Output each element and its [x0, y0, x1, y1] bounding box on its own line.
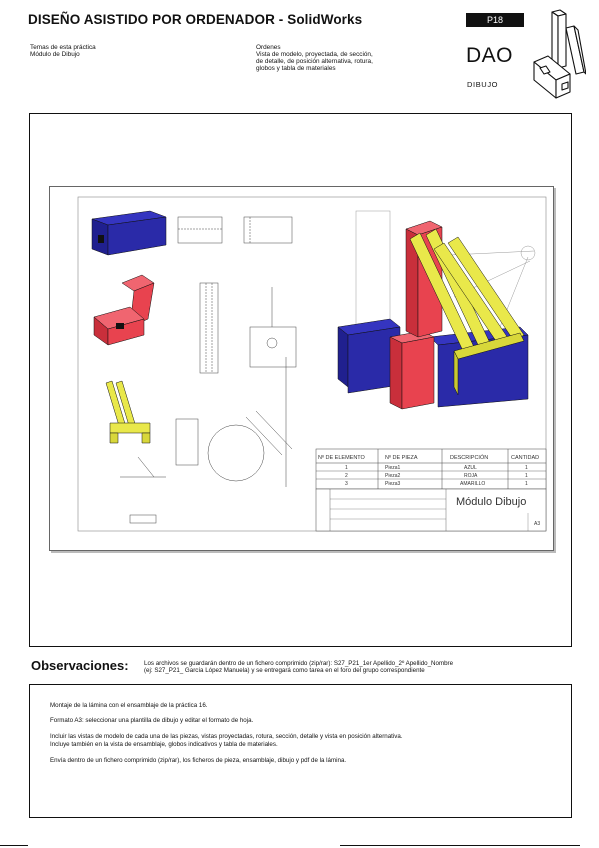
instruction-3: Incluir las vistas de modelo de cada una de las piezas, vistas proyectadas, rotura, sección, detalle y vista en posición alternativa. — [50, 733, 403, 740]
observaciones-line-2: (ej: S27_P21_ García López Manuela) y se entregará como tarea en el foro del grupo correspondiente — [144, 667, 425, 675]
drawing-sheet-svg — [50, 187, 553, 550]
bom-cell: AMARILLO — [460, 481, 486, 487]
bom-header-part: Nº DE PIEZA — [385, 455, 418, 461]
observaciones-line-1: Los archivos se guardarán dentro de un fichero comprimido (zip/rar): S27_P21_1er Apellido_2º Apellido_Nombre — [144, 660, 454, 667]
bom-cell: AZUL — [464, 465, 477, 471]
topics-value: Módulo de Dibujo — [30, 51, 80, 58]
bom-cell: 2 — [345, 473, 348, 479]
bom-cell: 3 — [345, 481, 348, 487]
bom-header-desc: DESCRIPCIÓN — [450, 455, 489, 461]
bom-cell: 1 — [525, 481, 528, 487]
yellow-part-view — [106, 381, 150, 443]
page-title: DISEÑO ASISTIDO POR ORDENADOR - SolidWorks — [28, 12, 363, 27]
observaciones-text — [144, 660, 564, 675]
bom-table — [316, 449, 546, 489]
orders-block — [256, 44, 426, 72]
dao-logo-icon — [526, 8, 586, 104]
observaciones-title: Observaciones: — [31, 658, 129, 673]
bottom-rule-left — [0, 845, 28, 846]
bom-cell: 1 — [525, 465, 528, 471]
blue-part-view — [92, 211, 166, 255]
topics-label: Temas de esta práctica — [30, 44, 96, 51]
bom-cell: ROJA — [464, 473, 478, 479]
instruction-2: Formato A3: seleccionar una plantilla de dibujo y editar el formato de hoja. — [50, 717, 254, 724]
bom-header-qty: CANTIDAD — [511, 455, 540, 461]
instruction-1: Montaje de la lámina con el ensamblaje de la práctica 16. — [50, 702, 208, 709]
assembly-view — [338, 211, 535, 409]
bom-cell: 1 — [345, 465, 348, 471]
instruction-4: Incluye también en la vista de ensamblaje, globos indicativos y tabla de materiales. — [50, 741, 278, 748]
instruction-5: Envía dentro de un fichero comprimido (zip/rar), los ficheros de pieza, ensamblaje, dibujo y pdf de la lámina. — [50, 757, 347, 764]
bom-cell: Pieza3 — [385, 481, 401, 487]
bottom-rule-right — [340, 845, 580, 846]
bom-cell: Pieza2 — [385, 473, 401, 479]
drawing-sheet — [49, 186, 554, 551]
sheet-title: Módulo Dibujo — [456, 496, 527, 508]
orders-label: Ordenes — [256, 44, 281, 51]
orthographic-views — [120, 217, 296, 523]
sheet-size: A3 — [534, 521, 541, 527]
logo-dao-text: DAO — [466, 44, 514, 67]
orders-line-1: Vista de modelo, proyectada, de sección, — [256, 51, 373, 58]
title-block — [316, 489, 546, 531]
logo-dibujo-text: DIBUJO — [467, 80, 499, 89]
red-part-view — [94, 275, 154, 345]
topics-block — [30, 44, 96, 58]
bom-header-item: Nº DE ELEMENTO — [318, 455, 365, 461]
orders-line-2: de detalle, de posición alternativa, rotura, — [256, 58, 373, 65]
practice-code-badge: P18 — [466, 13, 524, 27]
bom-cell: Pieza1 — [385, 465, 401, 471]
orders-line-3: globos y tabla de materiales — [256, 65, 336, 72]
bom-cell: 1 — [525, 473, 528, 479]
